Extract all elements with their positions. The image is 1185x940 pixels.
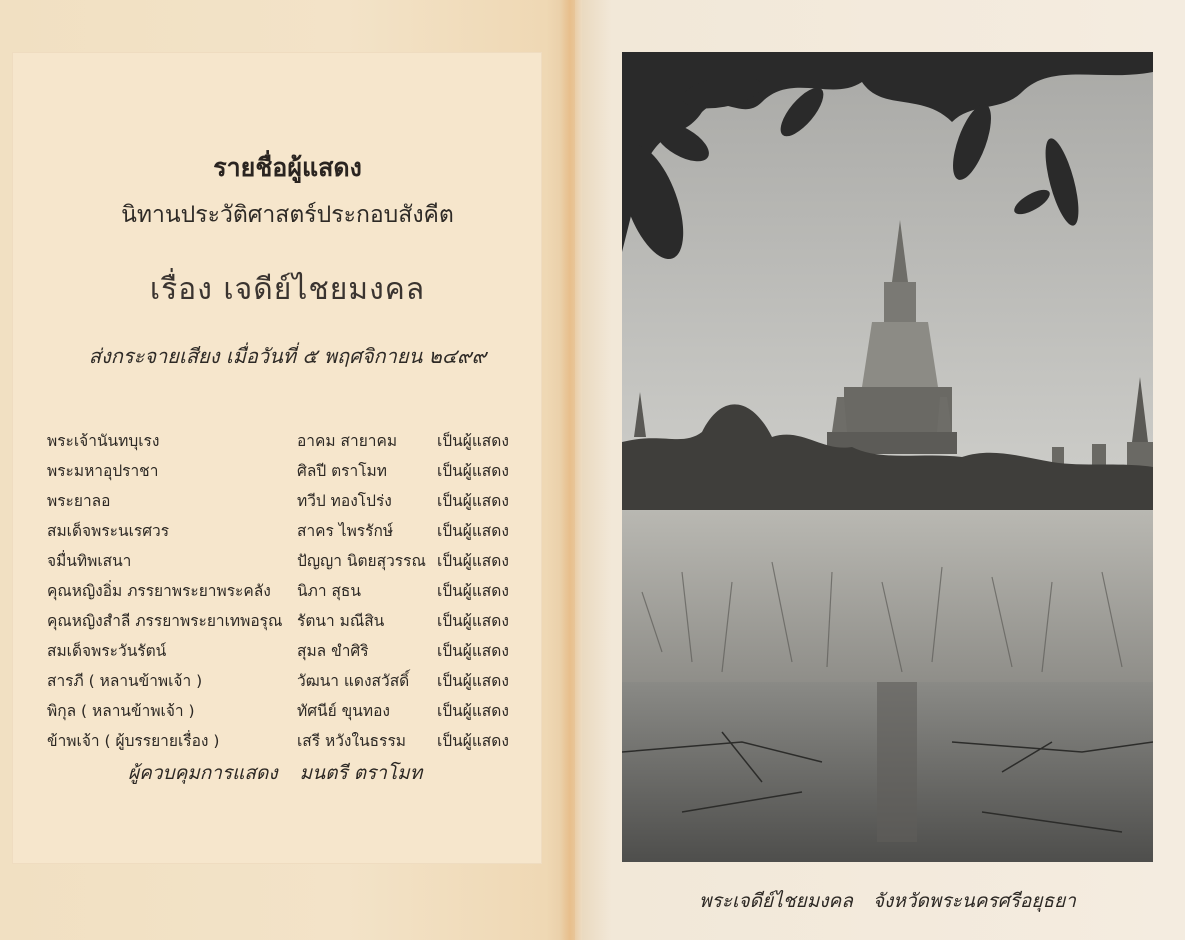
actor: สุมล ขำศิริ [297,642,369,660]
as-performer: เป็นผู้แสดง [437,462,509,480]
cast-table [47,426,527,756]
as-performer: เป็นผู้แสดง [437,492,509,510]
subheading: นิทานประวัติศาสตร์ประกอบสังคีต [121,202,454,228]
role: คุณหญิงสำลี ภรรยาพระยาเทพอรุณ [47,612,283,630]
role: คุณหญิงอิ่ม ภรรยาพระยาพระคลัง [47,582,271,600]
caption-place: พระเจดีย์ไชยมงคล [699,890,853,912]
actor: ศิลปี ตราโมท [297,462,387,480]
cast-row [47,486,527,516]
role: พระมหาอุปราชา [47,462,159,480]
as-performer: เป็นผู้แสดง [437,522,509,540]
cast-row [47,696,527,726]
photo-caption [622,886,1153,916]
as-performer: เป็นผู้แสดง [437,432,509,450]
actor: สาคร ไพรรักษ์ [297,522,394,540]
cast-row [47,666,527,696]
actor: อาคม สายาคม [297,432,398,450]
cast-row [47,636,527,666]
director-name: มนตรี ตราโมท [299,762,423,784]
cast-row [47,606,527,636]
role: สารภี ( หลานข้าพเจ้า ) [47,672,203,690]
actor: รัตนา มณีสิน [297,612,385,630]
as-performer: เป็นผู้แสดง [437,552,509,570]
actor: ทัศนีย์ ขุนทอง [297,702,390,720]
cast-row [47,516,527,546]
cast-row [47,726,527,756]
role: พระเจ้านันทบุเรง [47,432,160,450]
cast-row [47,426,527,456]
broadcast-date: ส่งกระจายเสียง เมื่อวันที่ ๕ พฤศจิกายน ๒๔๙๙ [88,344,487,368]
as-performer: เป็นผู้แสดง [437,612,509,630]
actor: ทวีป ทองโปร่ง [297,492,392,510]
as-performer: เป็นผู้แสดง [437,582,509,600]
as-performer: เป็นผู้แสดง [437,702,509,720]
role: สมเด็จพระนเรศวร [47,522,170,540]
cast-row [47,576,527,606]
caption-province: จังหวัดพระนครศรีอยุธยา [872,890,1076,912]
as-performer: เป็นผู้แสดง [437,672,509,690]
chedi-photo [622,52,1153,862]
actor: เสรี หวังในธรรม [297,732,406,750]
role: จมื่นทิพเสนา [47,552,132,570]
cast-list-heading: รายชื่อผู้แสดง [213,153,362,182]
cast-row [47,456,527,486]
role: ข้าพเจ้า ( ผู้บรรยายเรื่อง ) [47,732,220,750]
role: พระยาลอ [47,492,111,510]
left-page [0,0,575,940]
actor: นิภา สุธน [297,582,361,600]
book-gutter [560,0,582,940]
actor: ปัญญา นิตยสุวรรณ [297,552,426,570]
as-performer: เป็นผู้แสดง [437,642,509,660]
director-label: ผู้ควบคุมการแสดง [128,762,278,784]
story-title: เรื่อง เจดีย์ไชยมงคล [149,272,426,307]
actor: วัฒนา แดงสวัสดิ์ [297,672,410,690]
role: พิกุล ( หลานข้าพเจ้า ) [47,702,195,720]
director-credit [128,758,444,788]
role: สมเด็จพระวันรัตน์ [47,642,167,660]
as-performer: เป็นผู้แสดง [437,732,509,750]
cast-row [47,546,527,576]
